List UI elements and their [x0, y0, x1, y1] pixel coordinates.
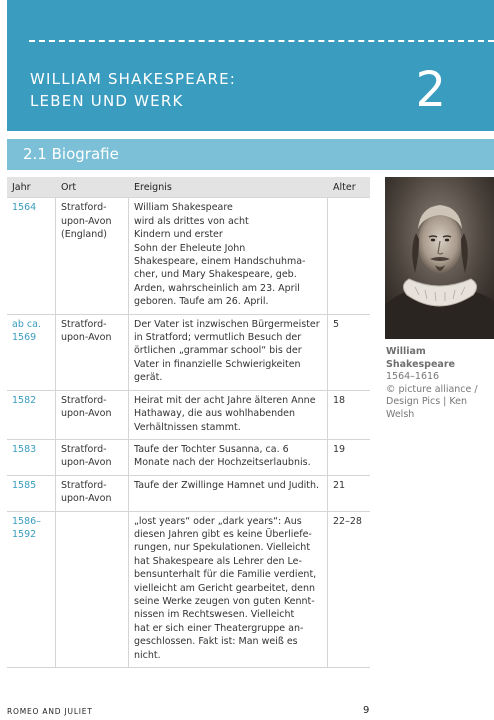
cell-event — [129, 198, 328, 314]
cell-event — [129, 391, 328, 440]
cell-age: 19 — [328, 440, 370, 476]
cell-event-line: Taufe der Zwillinge Hamnet und Judith. — [134, 479, 320, 491]
cell-place-line: upon-Avon — [61, 457, 112, 469]
cell-event-line: Der Vater ist inzwischen Bürgermeister — [134, 318, 320, 330]
biography-table — [7, 177, 370, 668]
cell-event-line: Verhältnissen stammt. — [134, 421, 241, 433]
caption-credit-line-2: Design Pics | Ken — [386, 396, 468, 407]
column-header-year: Jahr — [7, 177, 56, 198]
cell-event-line: Arden, wahrscheinlich am 23. April — [134, 282, 300, 294]
chapter-title-line-1: WILLIAM SHAKESPEARE: — [30, 70, 236, 88]
cell-event-line: Taufe der Tochter Susanna, ca. 6 — [134, 443, 289, 455]
cell-place — [56, 440, 129, 476]
cell-event-line: örtlichen „grammar school“ bis der — [134, 345, 302, 357]
cell-event-line: diesen Jahren gibt es keine Überliefe- — [134, 528, 312, 540]
cell-year-line: 1586– — [12, 515, 41, 527]
cell-event-line: wird als drittes von acht — [134, 215, 249, 227]
cell-year-line: ab ca. — [12, 318, 41, 330]
cell-year-line: 1569 — [12, 332, 37, 344]
cell-event — [129, 440, 328, 476]
cell-year — [7, 512, 56, 668]
cell-age — [328, 198, 370, 314]
cell-event-line: Hathaway, die aus wohlhabenden — [134, 408, 296, 420]
column-header-place: Ort — [56, 177, 129, 198]
cell-event — [129, 476, 328, 512]
shakespeare-portrait — [385, 177, 494, 339]
cell-place-line: upon-Avon — [61, 332, 112, 344]
cell-place-line: Stratford- — [61, 479, 107, 491]
caption-credit-line-3: Welsh — [386, 408, 415, 420]
table-row — [7, 391, 370, 440]
cell-place-line: upon-Avon — [61, 408, 112, 420]
section-title: 2.1 Biografie — [23, 145, 119, 163]
cell-place — [56, 512, 129, 668]
cell-event-line: bensunterhalt für die Familie verdient, — [134, 569, 317, 581]
page-number: 9 — [363, 705, 370, 716]
cell-year — [7, 391, 56, 440]
cell-event-line: William Shakespeare — [134, 202, 233, 214]
cell-event-line: Sohn der Eheleute John — [134, 242, 246, 254]
cell-event-line: in Stratford; vermutlich Besuch der — [134, 332, 302, 344]
cell-year-line: 1592 — [12, 528, 37, 540]
cell-event-line: seine Werke zeugen von guten Kennt- — [134, 595, 315, 607]
cell-age: 18 — [328, 391, 370, 440]
cell-place — [56, 315, 129, 391]
cell-place-line: upon-Avon — [61, 215, 112, 227]
cell-age: 22–28 — [328, 512, 370, 668]
cell-event-line: „lost years“ oder „dark years“: Aus — [134, 515, 302, 527]
portrait-caption — [386, 346, 486, 421]
cell-event-line: hat er sich einer Theatergruppe an- — [134, 622, 304, 634]
cell-event-line: cher, und Mary Shakespeare, geb. — [134, 269, 297, 281]
cell-place-line: Stratford- — [61, 394, 107, 406]
cell-place — [56, 198, 129, 314]
cell-place-line: Stratford- — [61, 318, 107, 330]
cell-event-line: rungen, nur Spekulationen. Vielleicht — [134, 542, 311, 554]
table-body — [7, 198, 370, 668]
cell-event-line: Monate nach der Hochzeitserlaubnis. — [134, 457, 311, 469]
column-header-age: Alter — [328, 177, 370, 198]
cell-event-line: gerät. — [134, 372, 163, 384]
chapter-header — [7, 0, 494, 131]
cell-place — [56, 476, 129, 512]
table-row — [7, 315, 370, 391]
section-header — [7, 139, 494, 170]
cell-year-line: 1564 — [12, 202, 37, 214]
dashed-divider — [29, 40, 494, 42]
cell-event-line: geboren. Taufe am 26. April. — [134, 296, 269, 308]
cell-event-line: nissen im Rechtswesen. Vielleicht — [134, 609, 295, 621]
caption-name-line-2: Shakespeare — [386, 358, 455, 370]
cell-place — [56, 391, 129, 440]
caption-years: 1564–1616 — [386, 371, 440, 382]
cell-year-line: 1582 — [12, 394, 37, 406]
cell-event — [129, 315, 328, 391]
portrait-illustration — [385, 177, 494, 339]
cell-event-line: vielleicht am Gericht gearbeitet, denn — [134, 582, 316, 594]
cell-event-line: Heirat mit der acht Jahre älteren Anne — [134, 394, 316, 406]
footer-book-title: ROMEO AND JULIET — [7, 707, 93, 716]
cell-event-line: Shakespeare, einem Handschuhma- — [134, 256, 306, 268]
table-row — [7, 198, 370, 314]
cell-year — [7, 440, 56, 476]
cell-place-line: Stratford- — [61, 443, 107, 455]
cell-place-line: Stratford- — [61, 202, 107, 214]
chapter-title — [30, 68, 330, 112]
cell-age: 21 — [328, 476, 370, 512]
caption-credit-line-1: © picture alliance / — [386, 383, 478, 395]
table-row — [7, 440, 370, 476]
cell-age: 5 — [328, 315, 370, 391]
cell-year — [7, 198, 56, 314]
table-row — [7, 476, 370, 512]
chapter-title-line-2: LEBEN UND WERK — [30, 92, 184, 110]
chapter-number: 2 — [415, 62, 446, 118]
cell-event — [129, 512, 328, 668]
cell-event-line: Kindern und erster — [134, 229, 223, 241]
table-row — [7, 512, 370, 668]
column-header-event: Ereignis — [129, 177, 328, 198]
cell-event-line: hat Shakespeare als Lehrer den Le- — [134, 555, 302, 567]
cell-year — [7, 476, 56, 512]
cell-year — [7, 315, 56, 391]
cell-place-line: (England) — [61, 229, 107, 241]
cell-event-line: nicht. — [134, 649, 161, 661]
cell-event-line: Vater in finanzielle Schwierigkeiten — [134, 358, 301, 370]
table-header-row — [7, 177, 370, 198]
cell-year-line: 1585 — [12, 479, 37, 491]
caption-name-line-1: William — [386, 346, 426, 357]
cell-year-line: 1583 — [12, 443, 37, 455]
cell-event-line: geschlossen. Fakt ist: Man weiß es — [134, 636, 298, 648]
cell-place-line: upon-Avon — [61, 493, 112, 505]
